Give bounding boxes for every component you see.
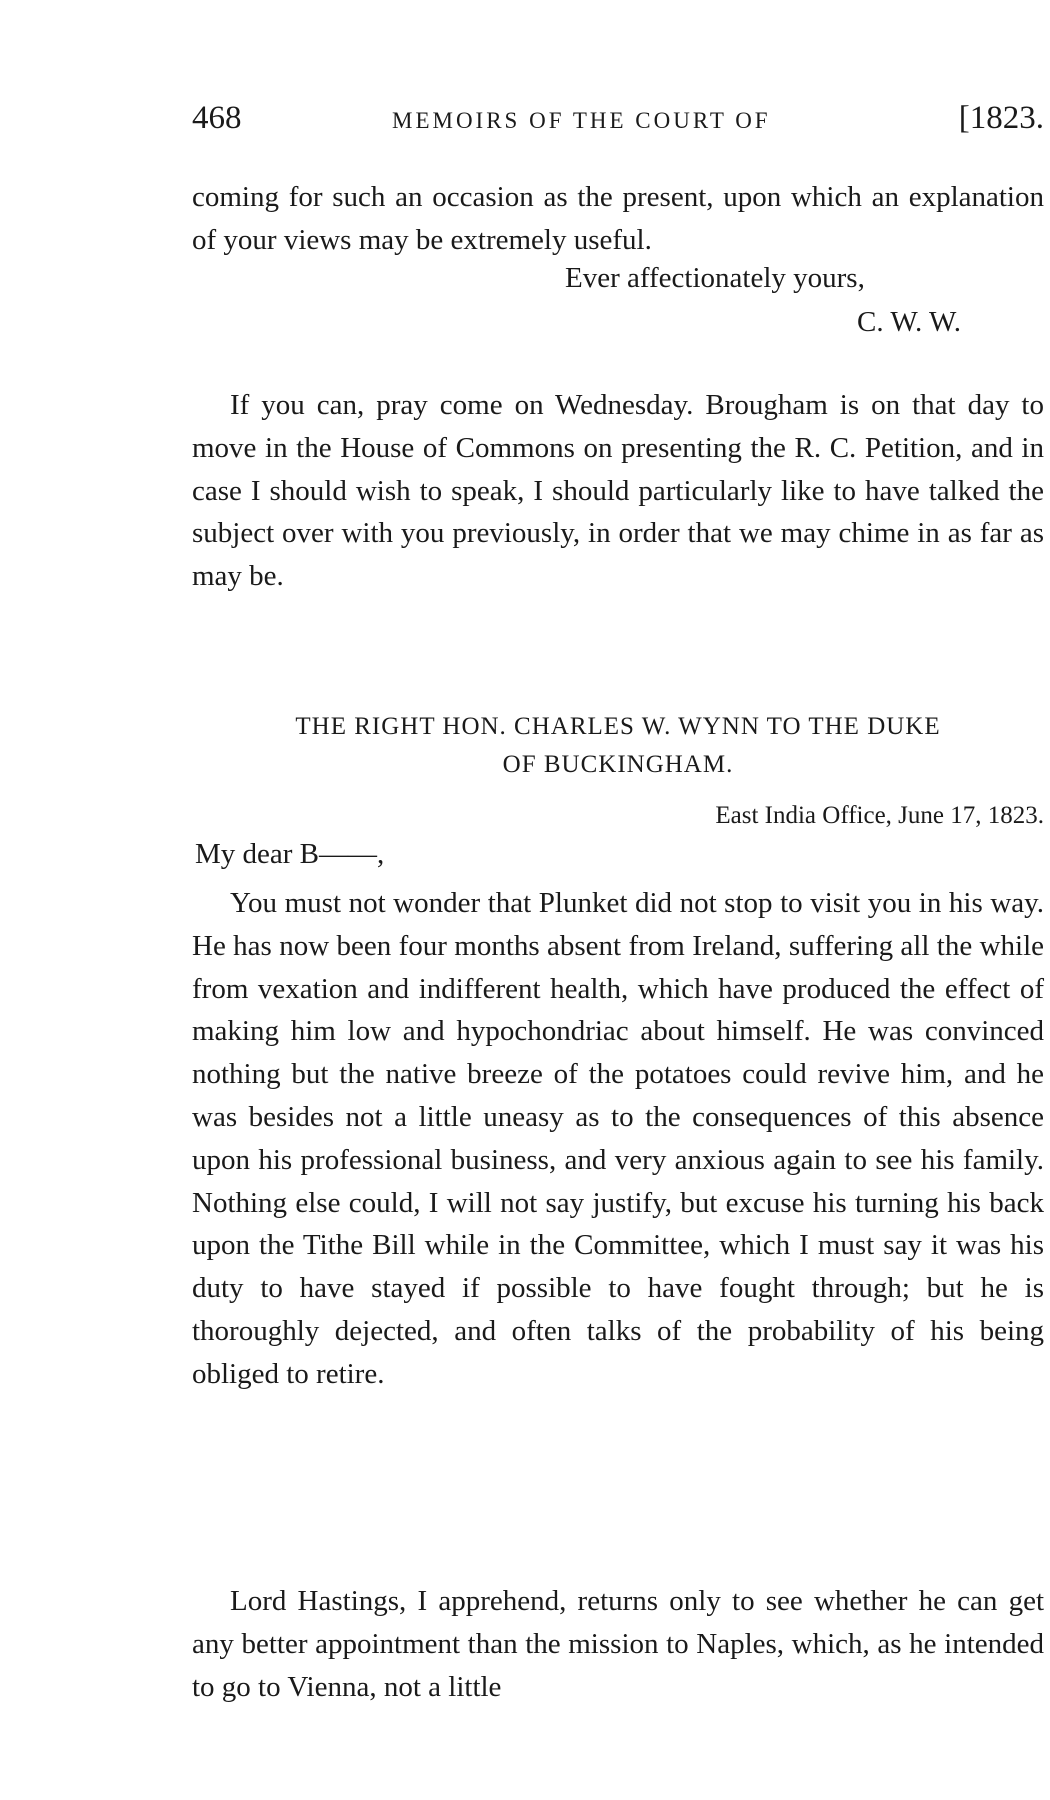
- dateline: East India Office, June 17, 1823.: [715, 802, 1044, 829]
- header-year: [1823.: [958, 100, 1044, 136]
- postscript-paragraph: If you can, pray come on Wednesday. Brougham is on that day to move in the House of Commons on presenting the R. C. Petition, and in case I should wish to speak, I should particularly like to have talked the subject over with you previously, in order that we may chime in as far as may be.: [192, 389, 1044, 593]
- valediction: Ever affectionately yours,: [565, 262, 865, 294]
- body-paragraph-1: You must not wonder that Plunket did not stop to visit you in his way. He has now been four months absent from Ireland, suffering all the while from vexation and indifferent health, which have produced the effect of making him low and hypochondriac about himself. He was convinced nothing but the native breeze of the potatoes could revive him, and he was besides not a little uneasy as to the consequences of this absence upon his professional business, and very anxious again to see his family. Nothing else could, I will not say justify, but excuse his turning his back upon the Tithe Bill while in the Committee, which I must say it was his duty to have stayed if possible to have fought through; but he is thoroughly dejected, and often talks of the probability of his being obliged to retire.: [192, 887, 1044, 1390]
- body-paragraph-2: Lord Hastings, I apprehend, returns only to see whether he can get any better appointment than the mission to Naples, which, as he intended to go to Vienna, not a little: [192, 1585, 1044, 1703]
- letter-heading-line2: OF BUCKINGHAM.: [502, 751, 734, 778]
- letter-heading-line1: THE RIGHT HON. CHARLES W. WYNN TO THE DUKE: [295, 713, 941, 740]
- page-number: 468: [192, 100, 242, 136]
- continuation-paragraph: coming for such an occasion as the present, upon which an explanation of your views may be extremely useful.: [192, 181, 1044, 256]
- salutation: My dear B——,: [195, 838, 385, 870]
- letter-heading: [192, 708, 1044, 784]
- running-header: [192, 100, 1044, 150]
- signature: C. W. W.: [857, 306, 961, 338]
- running-title: MEMOIRS OF THE COURT OF: [392, 108, 771, 133]
